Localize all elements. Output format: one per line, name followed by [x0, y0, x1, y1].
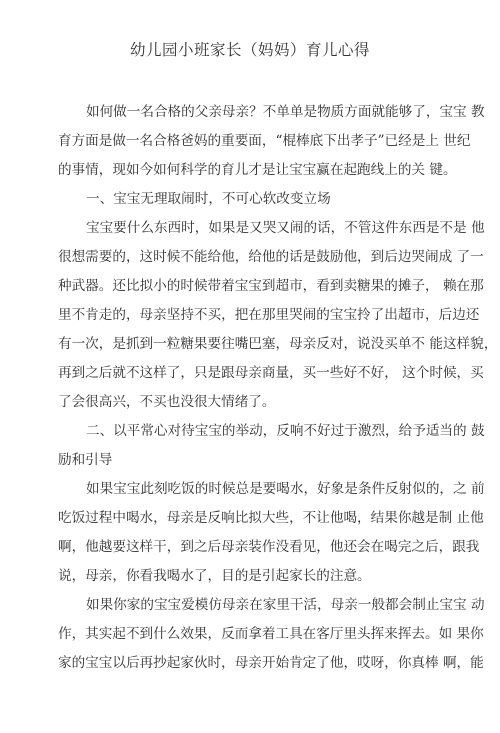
paragraph-line: 作，其实起不到什么效果，反而拿着工具在客厅里头挥来挥去。如 果你 — [58, 626, 484, 642]
document-title: 幼儿园小班家长（妈妈）育儿心得 — [129, 41, 370, 59]
paragraph-line: 如果你家的宝宝爱模仿母亲在家里干活，母亲一般都会制止宝宝 动 — [86, 597, 485, 613]
paragraph-line: 家的宝宝以后再抄起家伙时，母亲开始肯定了他，哎呀，你真棒 啊，能 — [58, 655, 484, 671]
paragraph-line: 再到之后就不这样了，只是跟母亲商量，买一些好不好， 这个时候，买 — [58, 365, 484, 381]
section-heading: 二、以平常心对待宝宝的举动，反响不好过于激烈，给予适当的 鼓 — [86, 423, 485, 439]
paragraph-line: 如何做一名合格的父亲母亲？不单单是物质方面就能够了，宝宝 教 — [86, 104, 485, 120]
paragraph-line: 的事情，现如今如何科学的育儿才是让宝宝赢在起跑线上的关 键。 — [58, 162, 457, 178]
paragraph-line: 很想需要的，这时候不能给他，给他的话是鼓励他，到后边哭闹成 了一 — [58, 249, 484, 265]
paragraph-line: 有一次，是抓到一粒糖果要往嘴巴塞，母亲反对，说没买单不 能这样貌， — [58, 336, 498, 352]
paragraph-line: 宝宝要什么东西时，如果是又哭又闹的话，不管这件东西是不是 他 — [86, 220, 485, 236]
paragraph-line: 说，母亲，你看我喝水了，目的是引起家长的注意。 — [58, 568, 371, 584]
paragraph-line: 吃饭过程中喝水，母亲是反响比拟大些，不让他喝，结果你越是制 止他 — [58, 510, 484, 526]
section-heading: 一、宝宝无理取闹时，不可心软改变立场 — [86, 191, 331, 207]
paragraph-line: 如果宝宝此刻吃饭的时候总是要喝水，好象是条件反射似的，之 前 — [86, 481, 485, 497]
paragraph-line: 种武器。还比拟小的时候带着宝宝到超市，看到卖糖果的摊子， 赖在那 — [58, 278, 484, 294]
paragraph-line: 啊，他越要这样干，到之后母亲装作没看见，他还会在喝完之后，跟我 — [58, 539, 480, 555]
paragraph-line: 里不肯走的，母亲坚持不买，把在那里哭闹的宝宝拎了出超市，后边还 — [58, 307, 480, 323]
paragraph-line: 育方面是做一名合格爸妈的重要面，“棍棒底下出孝子”已经是上 世纪 — [58, 133, 471, 149]
paragraph-line: 了会很高兴，不买也没很大情绪了。 — [58, 394, 276, 410]
section-heading: 励和引导 — [58, 452, 113, 468]
